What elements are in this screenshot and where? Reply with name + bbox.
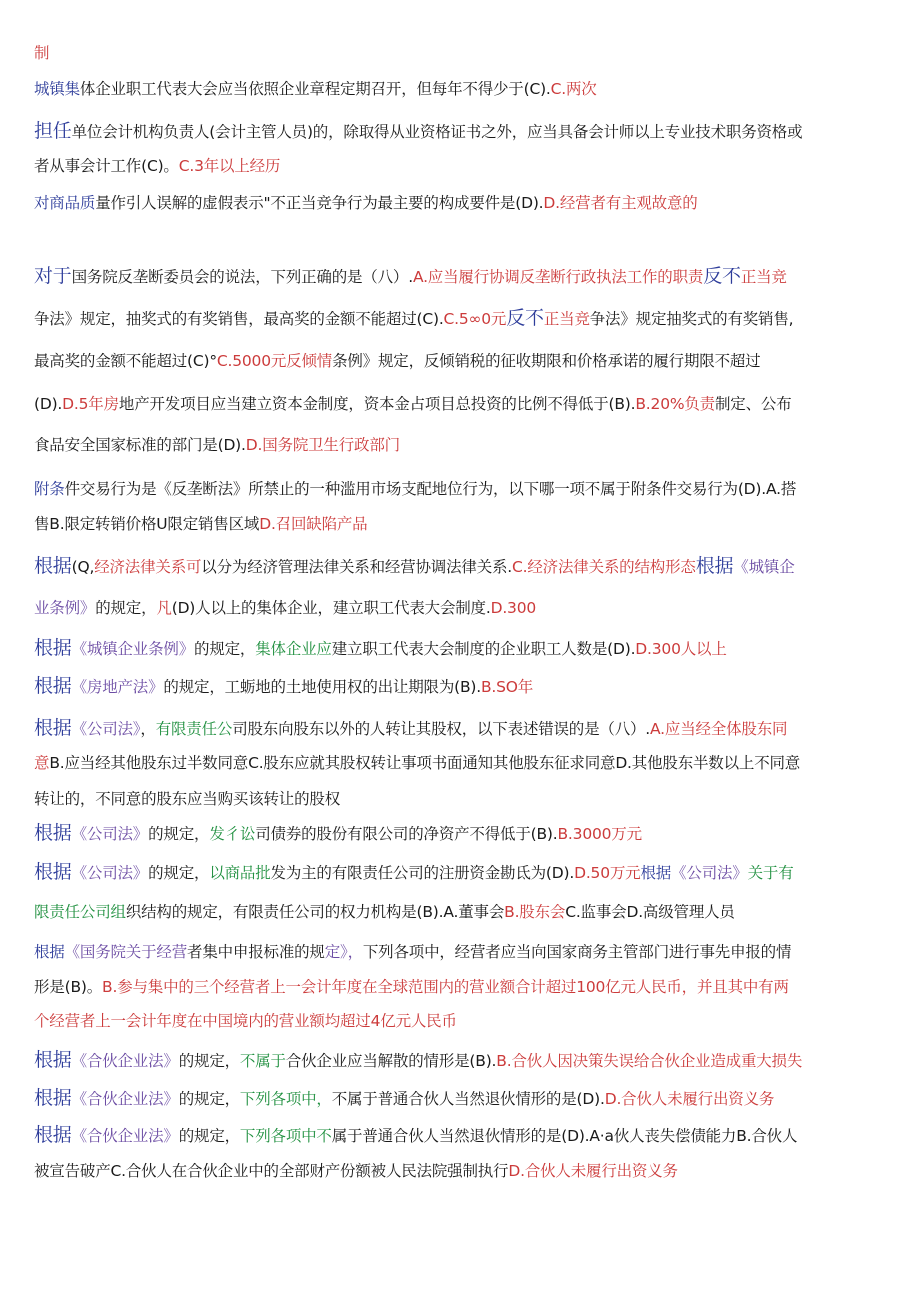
- text-segment: D.国务院卫生行政部门: [245, 436, 400, 454]
- text-segment: 反不: [703, 265, 741, 287]
- text-segment: 的规定，: [95, 599, 157, 617]
- text-line: [34, 307, 886, 330]
- text-segment: 以分为经济管理法律关系和经营协调法律关系.: [201, 558, 513, 576]
- text-segment: 附条: [34, 480, 65, 498]
- text-line: [34, 976, 886, 998]
- text-segment: 者集中申报标准的规: [187, 943, 325, 961]
- text-segment: 集体企业应: [255, 640, 332, 658]
- text-segment: 制定、公布: [715, 395, 792, 413]
- text-segment: D.50万元: [574, 864, 641, 882]
- text-line: [34, 393, 886, 415]
- text-segment: 城镇集: [34, 80, 80, 98]
- text-segment: 转让的，不同意的股东应当购买该转让的股权: [34, 790, 341, 808]
- text-line: [34, 1124, 886, 1147]
- text-segment: 建立职工代表大会制度的企业职工人数是(D).: [331, 640, 636, 658]
- text-line: [34, 434, 886, 456]
- text-segment: 被宣告破产C.合伙人在合伙企业中的全部财产份额被人民法院强制执行: [34, 1162, 509, 1180]
- text-segment: 正当竞: [740, 268, 787, 286]
- text-segment: 的规定，: [148, 825, 210, 843]
- text-segment: 国务院反垄断委员会的说法，下列正确的是（八）.: [71, 268, 413, 286]
- text-line: [34, 192, 886, 214]
- text-segment: 地产开发项目应当建立资本金制度，资本金占项目总投资的比例不得低于(B).: [118, 395, 636, 413]
- text-line: [34, 1160, 886, 1182]
- text-segment: 个经营者上一会计年度在中国境内的营业额均超过4亿元人民币: [34, 1012, 457, 1030]
- text-segment: 下列各项中，经营者应当向国家商务主管部门进行事先申报的情: [362, 943, 792, 961]
- text-segment: 争法》规定抽奖式的有奖销售,: [589, 310, 794, 328]
- text-segment: 以商品批: [209, 864, 271, 882]
- text-segment: A.应当经全体股东同: [650, 720, 788, 738]
- text-segment: C.5∞0元: [443, 310, 507, 328]
- text-segment: D.300: [490, 599, 537, 617]
- text-segment: 限责任公司组: [34, 903, 126, 921]
- text-segment: (D).: [34, 395, 63, 413]
- text-segment: 经济法律关系可: [94, 558, 202, 576]
- text-line: [34, 78, 886, 100]
- text-segment: 根据: [34, 1087, 72, 1109]
- text-segment: 《公司法》: [71, 825, 149, 843]
- text-segment: 的规定，: [194, 640, 256, 658]
- text-segment: 意: [34, 754, 50, 772]
- text-line: [34, 265, 886, 288]
- text-segment: 有限责任公: [155, 720, 233, 738]
- text-segment: 《城镇企业条例》: [71, 640, 195, 658]
- text-segment: 司股东向股东以外的人转让其股权，以下表述错误的是（八）.: [232, 720, 651, 738]
- text-segment: 司债券的股份有限公司的净资产不得低于(B).: [255, 825, 558, 843]
- text-segment: 根据: [34, 822, 72, 844]
- text-segment: B.20%负责: [635, 395, 715, 413]
- text-segment: B.合伙人因决策失误给合伙企业造成重大损失: [496, 1052, 803, 1070]
- text-segment: 争法》规定，抽奖式的有奖销售，最高奖的金额不能超过(C).: [34, 310, 444, 328]
- text-segment: D.5年房: [62, 395, 119, 413]
- text-segment: ，: [140, 720, 156, 738]
- text-segment: D.经营者有主观故意的: [543, 194, 698, 212]
- text-segment: 正当竞: [543, 310, 590, 328]
- text-segment: C.经济法律关系的结构形态: [512, 558, 696, 576]
- text-segment: 件交易行为是《反垄断法》所禁止的一种滥用市场支配地位行为，以下哪一项不属于附条件交易行为(D).A.搭: [64, 480, 797, 498]
- text-line: [34, 513, 886, 535]
- text-segment: 根据: [34, 943, 65, 961]
- text-segment: 根据: [34, 1049, 72, 1071]
- text-line: [34, 752, 886, 774]
- text-segment: 《国务院关于经营: [64, 943, 188, 961]
- text-segment: 体企业职工代表大会应当依照企业章程定期召开，但每年不得少于(C).: [79, 80, 551, 98]
- text-line: [34, 597, 886, 619]
- text-segment: 根据: [640, 864, 672, 882]
- text-segment: C.5000元反倾情: [216, 352, 333, 370]
- text-segment: 《合伙企业法》: [71, 1127, 179, 1145]
- text-segment: 属于普通合伙人当然退伙情形的是(D).A·a伙人丧失偿债能力B.合伙人: [331, 1127, 798, 1145]
- text-line: [34, 120, 886, 143]
- text-line: [34, 155, 886, 177]
- text-segment: 最高奖的金额不能超过(C)°: [34, 352, 217, 370]
- text-segment: 食品安全国家标准的部门是(D).: [34, 436, 246, 454]
- text-segment: 量作引人误解的虚假表示"不正当竞争行为最主要的构成要件是(D).: [95, 194, 544, 212]
- text-segment: B.股东会: [504, 903, 566, 921]
- text-segment: 单位会计机构负责人(会计主管人员)的，除取得从业资格证书之外，应当具备会计师以上专业技术职务资格或: [71, 123, 803, 141]
- text-segment: (Q,: [71, 558, 95, 576]
- text-segment: 根据: [34, 1124, 72, 1146]
- text-segment: 《合伙企业法》: [71, 1090, 179, 1108]
- text-segment: 织结构的规定，有限责任公司的权力机构是(B).A.董事会: [125, 903, 505, 921]
- text-segment: 者从事会计工作(C)。: [34, 157, 179, 175]
- text-segment: 根据: [34, 555, 72, 577]
- text-segment: 售B.限定转销价格U限定销售区域: [34, 515, 260, 533]
- text-segment: B.应当经其他股东过半数同意C.股东应就其股权转让事项书面通知其他股东征求同意D.其他股东半数以上不同意: [49, 754, 801, 772]
- text-segment: 不属于普通合伙人当然退伙情形的是(D).: [331, 1090, 605, 1108]
- text-line: [34, 822, 886, 845]
- text-line: [34, 555, 886, 578]
- text-segment: 不属于: [239, 1052, 286, 1070]
- text-line: [34, 717, 886, 740]
- text-segment: 的规定，: [148, 864, 210, 882]
- text-segment: 《城镇企: [733, 558, 795, 576]
- text-segment: 根据: [34, 675, 72, 697]
- text-segment: C.监事会D.高级管理人员: [565, 903, 735, 921]
- text-line: [34, 1010, 886, 1032]
- text-line: [34, 788, 886, 810]
- text-segment: 发彳讼: [209, 825, 256, 843]
- text-line: [34, 478, 886, 500]
- text-segment: 条例》规定，反倾销税的征收期限和价格承诺的履行期限不超过: [332, 352, 761, 370]
- text-segment: 的规定，工蛎地的土地使用权的出让期限为(B).: [163, 678, 481, 696]
- text-segment: 凡: [156, 599, 172, 617]
- text-segment: 制: [34, 44, 50, 62]
- text-segment: 的规定，: [178, 1090, 240, 1108]
- text-segment: 对商品质: [34, 194, 96, 212]
- text-segment: 《公司法》: [71, 864, 149, 882]
- text-segment: 《公司法》: [71, 720, 141, 738]
- text-line: [34, 941, 886, 963]
- text-segment: B.SO年: [480, 678, 534, 696]
- text-segment: 反不: [506, 307, 544, 329]
- text-segment: 《合伙企业法》: [71, 1052, 179, 1070]
- text-segment: 《房地产法》: [71, 678, 164, 696]
- text-segment: 的规定，: [178, 1127, 240, 1145]
- text-segment: D.合伙人未履行出资义务: [508, 1162, 678, 1180]
- text-segment: 业条例》: [34, 599, 96, 617]
- text-segment: 形是(B)。: [34, 978, 103, 996]
- text-segment: A.应当履行协调反垄断行政执法工作的职责: [412, 268, 704, 286]
- text-line: [34, 1087, 886, 1110]
- text-segment: 《公司法》: [671, 864, 748, 882]
- text-segment: D.合伙人未履行出资义务: [604, 1090, 775, 1108]
- text-segment: C.两次: [550, 80, 597, 98]
- text-line: [34, 42, 886, 64]
- text-segment: 根据: [695, 555, 734, 577]
- text-segment: (D)人以上的集体企业，建立职工代表大会制度.: [171, 599, 491, 617]
- text-segment: 根据: [34, 717, 72, 739]
- text-segment: 下列各项中不: [239, 1127, 332, 1145]
- text-segment: C.3年以上经历: [178, 157, 281, 175]
- text-segment: 根据: [34, 861, 72, 883]
- text-segment: B.参与集中的三个经营者上一会计年度在全球范围内的营业额合计超过100亿元人民币，并且其中有两: [102, 978, 789, 996]
- text-line: [34, 861, 886, 884]
- text-line: [34, 637, 886, 660]
- text-line: [34, 901, 886, 923]
- text-segment: 的规定，: [178, 1052, 240, 1070]
- text-segment: 关于有: [747, 864, 794, 882]
- text-segment: 担任: [34, 120, 72, 142]
- text-line: [34, 350, 886, 372]
- text-segment: D.300人以上: [635, 640, 727, 658]
- text-segment: 发为主的有限责任公司的注册资金勘氐为(D).: [270, 864, 575, 882]
- text-segment: 下列各项中，: [239, 1090, 332, 1108]
- text-line: [34, 1049, 886, 1072]
- text-segment: 根据: [34, 637, 72, 659]
- text-segment: B.3000万元: [557, 825, 642, 843]
- text-segment: 对于: [34, 265, 72, 287]
- text-segment: 合伙企业应当解散的情形是(B).: [285, 1052, 497, 1070]
- text-segment: 定》，: [324, 943, 363, 961]
- text-segment: D.召回缺陷产品: [259, 515, 368, 533]
- text-line: [34, 675, 886, 698]
